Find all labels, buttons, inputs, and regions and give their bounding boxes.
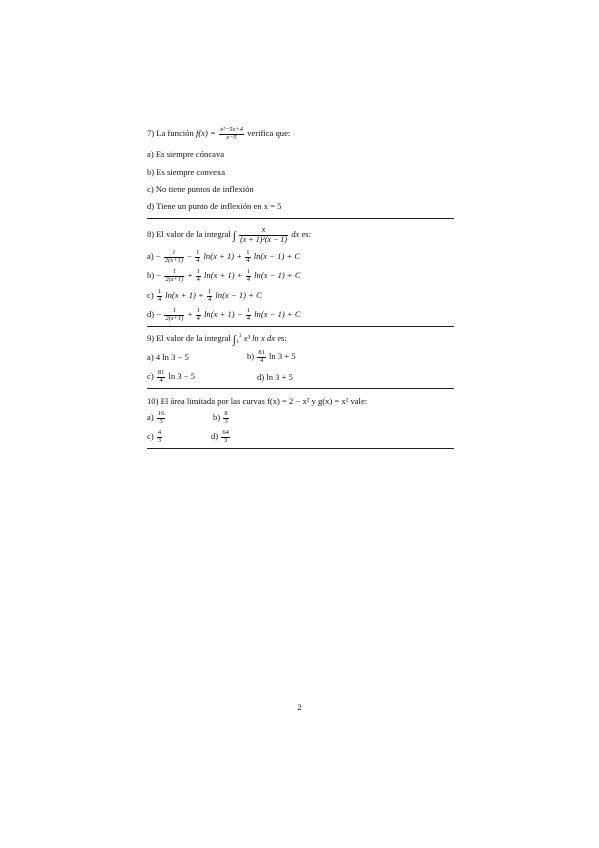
q8-d-coef1-den: 4 — [196, 314, 200, 322]
q8-option-c — [147, 289, 262, 303]
q8-b-label: b) — [147, 269, 155, 280]
q8-b-coef2-num: 1 — [246, 268, 251, 275]
q7-fraction — [219, 127, 244, 141]
q8-c-coef2 — [207, 289, 212, 303]
q9-option-c — [147, 370, 195, 384]
divider-4 — [147, 448, 454, 449]
q8-a-label: a) — [147, 250, 154, 261]
q10-c-label: c) — [147, 430, 154, 441]
q10-d-label: d) — [211, 430, 219, 441]
q8-a-coef1-den: 4 — [196, 256, 200, 264]
q8-b-coef1-num: 1 — [196, 268, 200, 275]
q8-c-label: c) — [147, 289, 154, 300]
q8-d-neg: − — [156, 308, 162, 319]
q9-c-frac-num: 81 — [157, 369, 165, 376]
q8-c-term2: ln(x − 1) + C — [215, 289, 262, 300]
q8-integrand-num: x — [239, 226, 288, 236]
q8-option-a — [147, 250, 300, 264]
q8-b-frac-num: 1 — [164, 269, 184, 277]
q8-a-coef2-num: 1 — [246, 249, 250, 256]
q9-b-rest: ln 3 + 5 — [268, 350, 296, 361]
q9-option-a: a) 4 ln 3 − 5 — [147, 352, 189, 362]
q8-c-coef1-den: 4 — [157, 295, 162, 303]
q8-stem — [147, 226, 311, 244]
q10-b-frac-num: 8 — [224, 410, 228, 417]
q10-a-label: a) — [147, 411, 154, 422]
q7-prefix: 7) La función — [147, 127, 194, 138]
q8-dx: dx — [291, 228, 300, 239]
q8-b-coef1 — [196, 269, 201, 283]
q8-a-frac — [164, 250, 184, 264]
q10-a-frac — [157, 411, 166, 425]
q8-a-frac-num: 1 — [164, 250, 184, 258]
q7-option-c: c) No tiene puntos de inflexión — [147, 184, 254, 194]
q10-d-frac — [221, 430, 230, 444]
q8-option-d — [147, 308, 301, 322]
q9-upper-limit: 3 — [238, 333, 242, 339]
q8-prefix: 8) El valor de la integral — [147, 228, 231, 239]
q8-d-label: d) — [147, 308, 155, 319]
q8-option-b — [147, 269, 301, 283]
q10-a-frac-num: 16 — [157, 410, 165, 417]
q8-d-coef2 — [246, 308, 251, 322]
q10-option-a — [147, 411, 166, 425]
divider-1 — [147, 218, 454, 219]
q8-d-frac-den: 2(x+1) — [165, 314, 184, 322]
q8-suffix: es: — [301, 228, 312, 239]
q8-c-term1: ln(x + 1) + — [165, 289, 204, 300]
divider-2 — [147, 326, 454, 327]
q9-b-frac — [257, 350, 266, 364]
q8-d-coef1 — [196, 308, 201, 322]
q10-d-frac-den: 3 — [223, 436, 228, 444]
q8-b-term1: ln(x + 1) + — [204, 269, 243, 280]
q8-a-mid: − — [187, 250, 192, 261]
q8-a-term2: ln(x − 1) + C — [253, 250, 301, 261]
q10-b-frac-den: 3 — [224, 417, 228, 425]
q8-integrand — [239, 226, 288, 244]
q7-option-a: a) Es siempre cóncava — [147, 149, 225, 159]
q10-stem: 10) El área limitada por las curvas f(x) = 2 − x² y g(x) = x² vale: — [147, 396, 368, 406]
q9-c-rest: ln 3 − 5 — [168, 370, 196, 381]
q8-d-coef2-den: 4 — [246, 314, 251, 322]
q8-a-coef1 — [195, 250, 200, 264]
q8-b-frac-den: 2(x+1) — [165, 275, 184, 283]
q7-fraction-den: x−5 — [226, 133, 237, 141]
q9-c-frac — [157, 370, 166, 384]
q9-lower-limit: 1 — [235, 339, 239, 345]
q8-b-mid: + — [187, 269, 193, 280]
q7-fraction-num: x²−5x+4 — [219, 126, 243, 133]
q10-option-c — [147, 430, 163, 444]
q8-a-neg: − — [155, 250, 161, 261]
q10-c-frac-den: 3 — [157, 436, 162, 444]
q8-a-coef1-num: 1 — [196, 249, 200, 256]
q7-stem — [147, 127, 290, 141]
q8-c-coef2-num: 1 — [207, 288, 212, 295]
q8-a-term1: ln(x + 1) + — [203, 250, 243, 261]
q9-b-frac-den: 4 — [259, 356, 264, 364]
q7-option-d: d) Tiene un punto de inflexión en x = 5 — [147, 201, 282, 211]
q9-option-b — [247, 350, 296, 364]
q9-suffix: es: — [277, 333, 287, 343]
q8-b-neg: − — [156, 269, 162, 280]
page-number: 2 — [297, 702, 302, 712]
q8-c-coef1 — [157, 289, 162, 303]
q8-c-coef2-den: 4 — [207, 295, 212, 303]
q10-a-frac-den: 3 — [159, 417, 163, 425]
q8-b-coef2 — [246, 269, 251, 283]
q9-integrand: x³ ln x dx — [243, 333, 276, 343]
q9-integral-sign: ∫ — [232, 334, 236, 346]
q9-c-frac-den: 4 — [159, 376, 163, 384]
q10-option-b — [213, 411, 230, 425]
q8-d-term1: ln(x + 1) − — [204, 308, 243, 319]
q8-d-term2: ln(x − 1) + C — [254, 308, 301, 319]
q7-fx: f(x) = — [195, 127, 216, 138]
q10-c-frac — [157, 430, 162, 444]
q8-d-mid: + — [187, 308, 193, 319]
q9-b-label: b) — [247, 350, 255, 361]
q8-c-coef1-num: 1 — [157, 288, 162, 295]
q10-option-d — [211, 430, 231, 444]
q7-option-b: b) Es siempre convexa — [147, 167, 226, 177]
q10-b-frac — [223, 411, 228, 425]
q10-c-frac-num: 4 — [157, 429, 162, 436]
q9-c-label: c) — [147, 370, 154, 381]
q9-b-frac-num: 81 — [258, 349, 265, 356]
q8-integral-sign: ∫ — [232, 229, 236, 242]
q10-b-label: b) — [213, 411, 221, 422]
q8-a-coef2 — [245, 250, 250, 264]
q8-d-coef1-num: 1 — [196, 307, 200, 314]
divider-3 — [147, 388, 454, 389]
q9-prefix: 9) El valor de la integral — [147, 333, 231, 343]
q9-option-d: d) ln 3 + 5 — [257, 372, 293, 382]
q8-b-coef2-den: 4 — [246, 275, 251, 283]
q8-d-frac-num: 1 — [164, 308, 184, 316]
q10-d-frac-num: 64 — [222, 429, 229, 436]
q8-integrand-den: (x + 1)²(x − 1) — [240, 234, 288, 244]
q7-suffix: verifica que: — [247, 127, 291, 138]
q8-b-term2: ln(x − 1) + C — [254, 269, 301, 280]
q8-d-frac — [164, 308, 184, 322]
q8-a-frac-den: 2(x+1) — [164, 256, 183, 264]
q8-a-coef2-den: 4 — [246, 256, 250, 264]
q9-stem — [147, 333, 287, 345]
q8-b-frac — [164, 269, 184, 283]
q8-b-coef1-den: 4 — [196, 275, 200, 283]
q8-d-coef2-num: 1 — [246, 307, 251, 314]
